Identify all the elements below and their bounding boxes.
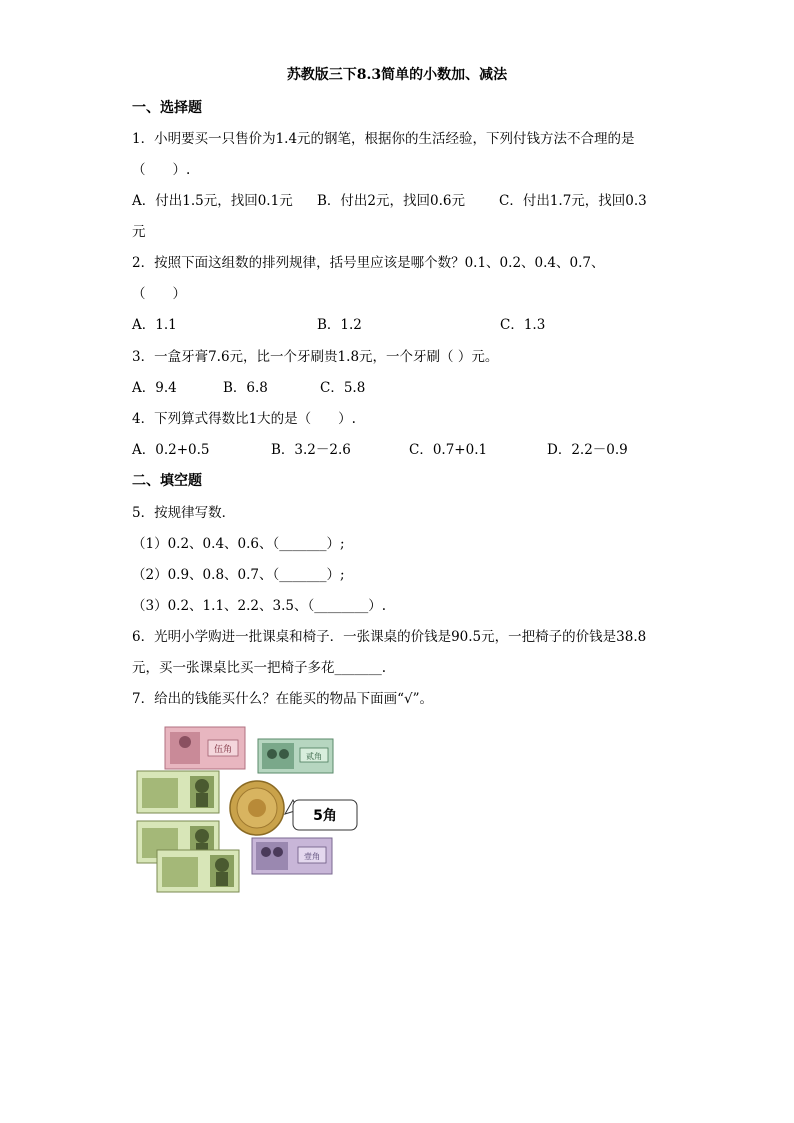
one-yuan-note-1 — [137, 771, 219, 813]
bubble-label: 5角 — [313, 808, 337, 824]
q5-text: 5．按规律写数． — [132, 505, 236, 521]
five-jiao-note — [165, 727, 245, 769]
q4-text: 4．下列算式得数比1大的是（ ）. — [132, 411, 356, 427]
q2-option-a: A．1.1 — [132, 317, 177, 333]
q1-option-c: C．付出1.7元，找回0.3 — [499, 193, 647, 209]
q3-option-c: C．5.8 — [320, 380, 366, 396]
one-yuan-note-3 — [157, 850, 239, 892]
page-title: 苏教版三下8.3简单的小数加、减法 — [286, 67, 508, 83]
q6-line1: 6．光明小学购进一批课桌和椅子．一张课桌的价钱是90.5元，一把椅子的价钱是38.8 — [132, 629, 647, 645]
q5-sub1: （1）0.2、0.4、0.6、（_______）; — [132, 536, 345, 552]
section-heading-fill: 二、填空题 — [132, 473, 202, 489]
q5-sub2: （2）0.9、0.8、0.7、（_______）; — [132, 567, 345, 583]
q2-paren: （ ） — [132, 286, 186, 302]
two-jiao-note — [258, 739, 333, 773]
q7-text: 7．给出的钱能买什么？在能买的物品下面画“√”。 — [132, 691, 433, 707]
price-speech-bubble — [285, 800, 357, 830]
q3-text: 3．一盒牙膏7.6元，比一个牙刷贵1.8元，一个牙刷（ ）元。 — [132, 349, 499, 365]
q1-text: 1．小明要买一只售价为1.4元的钢笔，根据你的生活经验，下列付钱方法不合理的是 — [132, 131, 635, 147]
q4-option-a: A．0.2+0.5 — [132, 442, 210, 458]
q2-option-c: C．1.3 — [500, 317, 546, 333]
two-jiao-label: 贰角 — [306, 752, 322, 761]
one-jiao-label: 壹角 — [304, 852, 320, 861]
coin-icon — [230, 781, 284, 835]
q2-text: 2．按照下面这组数的排列规律，括号里应该是哪个数？0.1、0.2、0.4、0.7、 — [132, 255, 605, 271]
q5-sub3: （3）0.2、1.1、2.2、3.5、（________）. — [132, 598, 387, 614]
q1-paren: （ ）. — [132, 162, 191, 178]
q1-option-c-continued: 元 — [132, 224, 146, 240]
money-illustration — [130, 722, 370, 897]
q2-option-b: B．1.2 — [317, 317, 362, 333]
q3-option-a: A．9.4 — [132, 380, 177, 396]
q4-option-c: C．0.7+0.1 — [409, 442, 488, 458]
q3-option-b: B．6.8 — [223, 380, 268, 396]
q1-option-b: B．付出2元，找回0.6元 — [317, 193, 465, 209]
q4-option-b: B．3.2－2.6 — [271, 442, 351, 458]
q4-option-d: D．2.2－0.9 — [547, 442, 628, 458]
q1-option-a: A．付出1.5元，找回0.1元 — [132, 193, 293, 209]
section-heading-choice: 一、选择题 — [132, 100, 202, 116]
q6-line2: 元，买一张课桌比买一把椅子多花_______. — [132, 660, 387, 676]
one-jiao-note — [252, 838, 332, 874]
five-jiao-label: 伍角 — [213, 745, 233, 755]
